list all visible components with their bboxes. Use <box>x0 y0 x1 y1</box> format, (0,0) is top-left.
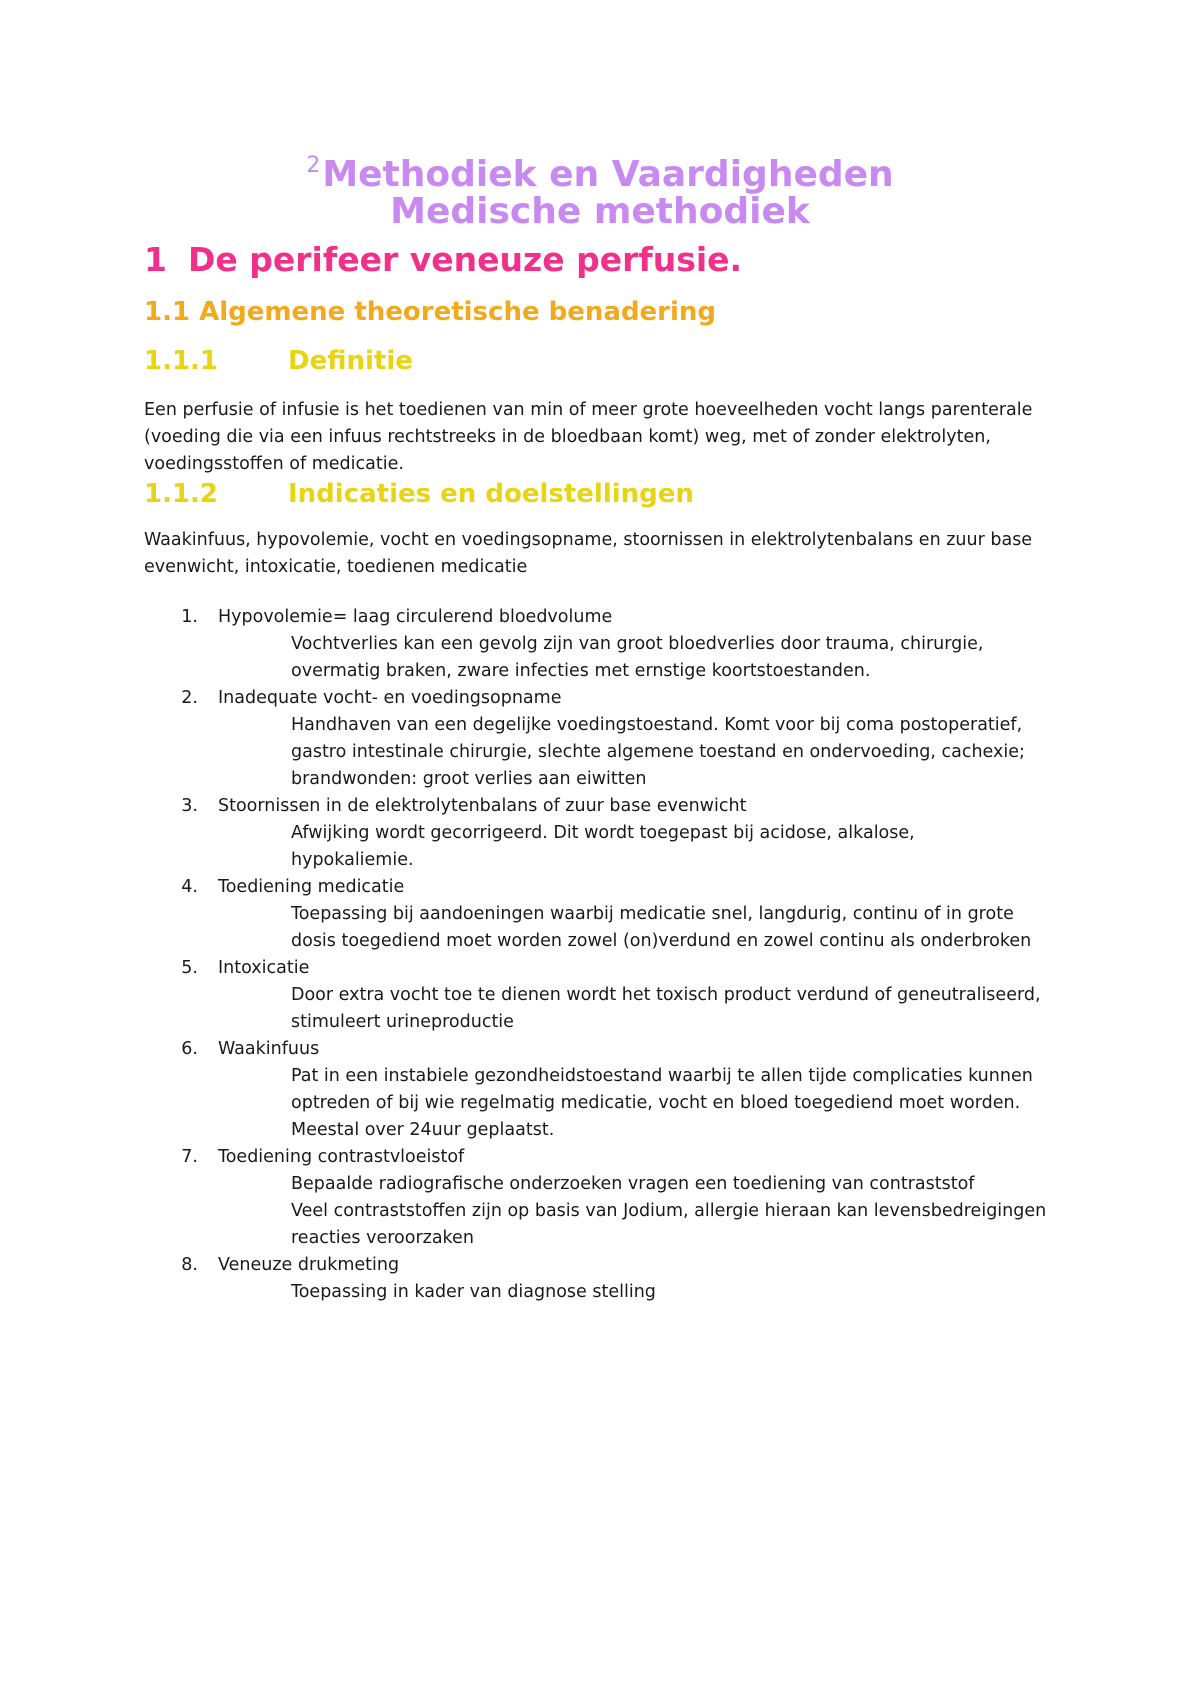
list-item-description: Toepassing in kader van diagnose stelling <box>291 1282 656 1302</box>
list-item-description: Afwijking wordt gecorrigeerd. Dit wordt toegepast bij acidose, alkalose, hypokaliemie. <box>291 823 915 870</box>
subsection-number: 1.1.1 <box>144 346 219 376</box>
chapter-title: De perifeer veneuze perfusie. <box>188 240 743 279</box>
list-item <box>144 1144 1104 1252</box>
chapter-heading <box>144 238 742 282</box>
list-item-description: Pat in een instabiele gezondheidstoestand waarbij te allen tijde complicaties kunnen optreden of bij wie regelmatig medicatie, vocht en bloed toegediend moet worden. Meestal over 24uur geplaatst. <box>291 1066 1033 1140</box>
indicaties-paragraph: Waakinfuus, hypovolemie, vocht en voedingsopname, stoornissen in elektrolytenbalans en zuur base evenwicht, intoxicatie, toedienen medicatie <box>144 530 1033 577</box>
list-item-description: Door extra vocht toe te dienen wordt het toxisch product verdund of geneutraliseerd, stimuleert urineproductie <box>291 985 1041 1032</box>
subsection-title: Definitie <box>288 346 413 376</box>
list-item-number: 2. <box>181 688 198 708</box>
list-item-heading: Hypovolemie= laag circulerend bloedvolume <box>218 607 613 627</box>
list-item-heading: Inadequate vocht- en voedingsopname <box>218 688 562 708</box>
title-superscript: 2 <box>306 153 321 178</box>
section-heading <box>144 295 716 329</box>
list-item <box>144 685 1104 793</box>
list-item-heading: Intoxicatie <box>218 958 310 978</box>
section-number: 1.1 <box>144 297 191 327</box>
list-item-number: 4. <box>181 877 198 897</box>
list-item-number: 3. <box>181 796 198 816</box>
list-item <box>144 1036 1104 1144</box>
list-item-description: Toepassing bij aandoeningen waarbij medicatie snel, langdurig, continu of in grote dosis toegediend moet worden zowel (on)verdund en zowel continu als onderbroken <box>291 904 1032 951</box>
chapter-number: 1 <box>144 240 167 279</box>
list-item <box>144 874 1104 955</box>
list-item-heading: Toediening medicatie <box>218 877 405 897</box>
list-item-heading: Waakinfuus <box>218 1039 320 1059</box>
list-item-number: 7. <box>181 1147 198 1167</box>
indications-list <box>144 604 1104 1306</box>
list-item-heading: Toediening contrastvloeistof <box>218 1147 465 1167</box>
list-item-heading: Veneuze drukmeting <box>218 1255 400 1275</box>
title-text-1: Methodiek en Vaardigheden <box>322 154 894 195</box>
definitie-paragraph: Een perfusie of infusie is het toedienen van min of meer grote hoeveelheden vocht langs parenterale (voeding die via een infuus rechtstreeks in de bloedbaan komt) weg, met of zonder elektrolyten, voedingsstoffen of medicatie. <box>144 400 1033 474</box>
list-item-description: Handhaven van een degelijke voedingstoestand. Komt voor bij coma postoperatief, gastro intestinale chirurgie, slechte algemene toestand en ondervoeding, cachexie; brandwonden: groot verlies aan eiwitten <box>291 715 1025 789</box>
list-item-number: 6. <box>181 1039 198 1059</box>
list-item <box>144 604 1104 685</box>
list-item <box>144 955 1104 1036</box>
list-item-number: 1. <box>181 607 198 627</box>
subsection-heading-indicaties <box>144 477 694 511</box>
list-item <box>144 1252 1104 1306</box>
subsection-heading-definitie <box>144 344 413 378</box>
list-item-heading: Stoornissen in de elektrolytenbalans of zuur base evenwicht <box>218 796 747 816</box>
list-item-description: Vochtverlies kan een gevolg zijn van groot bloedverlies door trauma, chirurgie, overmatig braken, zware infecties met ernstige koortstoestanden. <box>291 634 984 681</box>
document-title-line2: Medische methodiek <box>390 191 810 232</box>
subsection-number: 1.1.2 <box>144 479 219 509</box>
list-item-description: Bepaalde radiografische onderzoeken vragen een toediening van contraststof Veel contraststoffen zijn op basis van Jodium, allergie hieraan kan levensbedreigingen reacties veroorzaken <box>291 1174 1047 1248</box>
list-item <box>144 793 1104 874</box>
subsection-title: Indicaties en doelstellingen <box>288 479 694 509</box>
list-item-number: 5. <box>181 958 198 978</box>
section-title: Algemene theoretische benadering <box>199 297 717 327</box>
list-item-number: 8. <box>181 1255 198 1275</box>
